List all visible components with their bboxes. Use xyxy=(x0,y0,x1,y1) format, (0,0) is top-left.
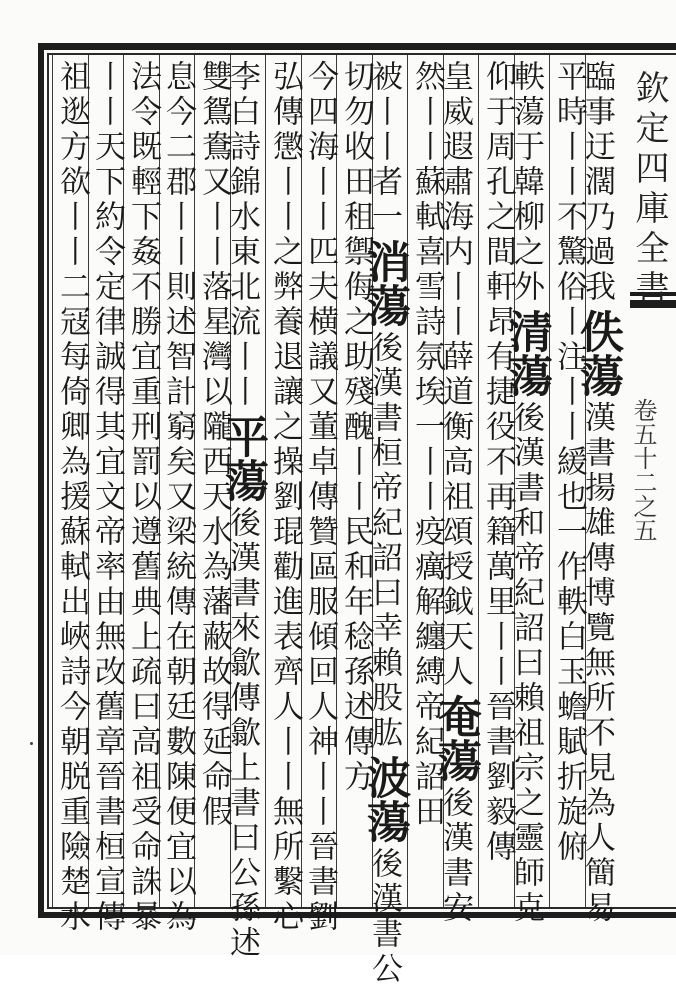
text-column xyxy=(408,60,445,830)
border-top xyxy=(38,43,676,50)
text-run: 孫述傳方 xyxy=(338,655,374,795)
text-run: 丨丨天下約令定律誠得其宜文帝率由無改舊章晉書桓宣傳 xyxy=(89,60,125,935)
headword: 佚蕩 xyxy=(572,309,623,397)
text-column xyxy=(337,60,374,795)
text-run: 仰于周孔之間軒昂 xyxy=(480,60,516,340)
text-column xyxy=(124,60,161,935)
text-run: 後漢書來歙傳歙上書曰公孫述 xyxy=(224,506,260,961)
inner-border-top xyxy=(47,53,676,55)
text-run: 弘傳懲丨丨之弊養退讓之操劉琨勸進表齊人丨丨無所繫心 xyxy=(267,60,303,935)
headword: 清蕩 xyxy=(501,309,552,397)
text-run: 臨事迂濶乃過我 xyxy=(579,60,615,305)
text-run: 今四海丨丨匹夫横議又董卓傳贊區服傾回人神丨丨晉書劉 xyxy=(302,60,338,935)
margin-title: 欽定四庫全書 xyxy=(629,70,669,310)
text-run: 皇威遐肅海内丨丨薛道衡高祖頌授鉞天人 xyxy=(437,60,473,690)
text-column xyxy=(479,60,516,865)
text-column xyxy=(88,60,125,935)
text-column xyxy=(266,60,303,935)
text-column xyxy=(159,60,196,935)
juan-number: 卷五十二之五 xyxy=(629,398,657,542)
text-run: 切勿收田租 xyxy=(338,60,374,235)
border-left xyxy=(38,43,44,918)
text-column xyxy=(53,60,90,935)
text-run: 後漢書公 xyxy=(366,847,402,987)
text-run: 軼蕩于韓柳之外 xyxy=(508,60,544,305)
text-run: 後漢書桓帝紀詔曰幸賴股肱 xyxy=(366,331,402,751)
text-column xyxy=(217,60,268,961)
text-run: 帝紀詔田 xyxy=(409,690,445,830)
text-run: 平時丨丨不驚俗丨注丨丨緩也一作軼白玉蟾賦折旋俯 xyxy=(551,60,587,865)
text-column xyxy=(195,60,232,830)
text-run: 後漢書和帝紀詔曰賴祖宗之靈師克 xyxy=(508,401,544,926)
headword: 平蕩 xyxy=(217,414,268,502)
text-column xyxy=(359,60,410,987)
text-column xyxy=(572,60,623,926)
text-run: 法令既輕下姦不勝宜重刑罰以遵舊典上疏曰高祖受命誅暴 xyxy=(125,60,161,935)
inner-border-left xyxy=(47,53,49,909)
margin-dot xyxy=(30,742,33,745)
text-column xyxy=(430,60,481,926)
text-run: 禦侮之助殘醜丨丨民和年稔 xyxy=(338,235,374,655)
text-column xyxy=(550,60,587,865)
headword: 奄蕩 xyxy=(430,694,481,782)
headword: 消蕩 xyxy=(359,239,410,327)
text-run: 以隴西天水為藩蔽故得延命假 xyxy=(196,375,232,830)
headword: 波蕩 xyxy=(359,755,410,843)
text-run: 息今二郡丨丨則述智計窮矣又梁統傳在朝廷數陳便宜以為 xyxy=(160,60,196,935)
text-run: 漢書揚雄傳博覽無所不見為人簡易 xyxy=(579,401,615,926)
text-run: 雙鴛鴦又丨丨落星灣 xyxy=(196,60,232,375)
text-column xyxy=(501,60,552,926)
text-run: 祖逖方欲丨丨二冦每倚卿為援蘇軾出峽詩今朝脱重險楚水 xyxy=(54,60,90,935)
text-column xyxy=(301,60,338,935)
text-run: 李白詩錦水東北流丨丨 xyxy=(224,60,260,410)
text-run: 然丨丨蘇軾喜雪詩氛埃一丨丨疫癘解纏縛 xyxy=(409,60,445,690)
text-run: 被丨丨者一 xyxy=(366,60,402,235)
text-run: 後漢書安 xyxy=(437,786,473,926)
text-run: 有捷役不再籍萬里丨丨晉書劉毅傳 xyxy=(480,340,516,865)
